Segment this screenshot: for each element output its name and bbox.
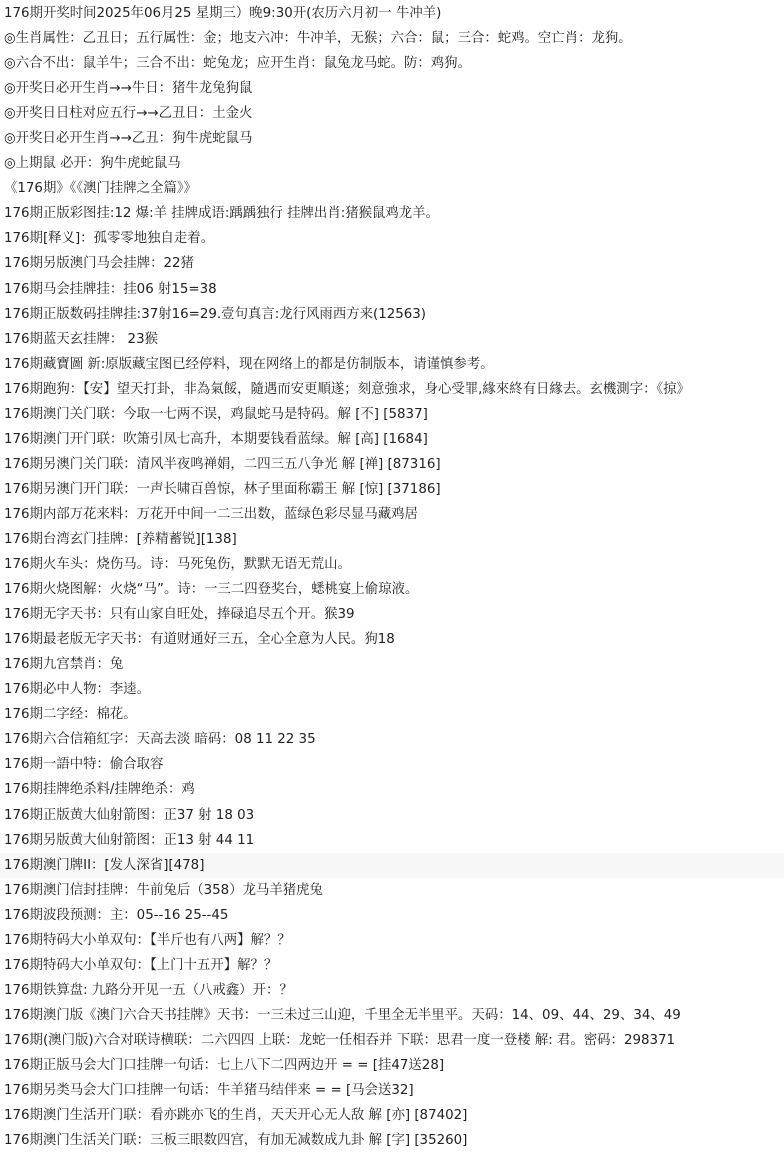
text-line: 176期澳门版《澳门六合天书挂牌》天书：一三未过三山迎，千里全无半里平。天码：14、09、44、29、34、49 [4,1007,681,1023]
text-line: 176期[释义]：孤零零地独自走着。 [4,231,215,247]
text-line: 176期无字天书：只有山家自旺处，捧碌追尽五个开。猴39 [4,607,355,623]
text-line: 176期澳门生活开门联：看亦跳亦飞的生肖，天天开心无人敌 解 [亦] [87402] [4,1108,468,1124]
text-line: 176期(澳门版)六合对联诗横联：二六四四 上联：龙蛇一任相吞并 下联：思君一度一登楼 解: 君。密码：298371 [4,1032,676,1048]
text-line: 176期正版数码挂牌挂:37射16=29.壹句真言:龙行风雨西方来(12563) [4,306,427,322]
text-line: 176期特码大小单双句：【半斤也有八两】解？？ [4,932,291,948]
text-line: 176期另澳门开门联：一声长啸百兽惊，林子里面称霸王 解 [惊] [37186] [4,481,441,497]
draw-time-line: 176期开奖时间2025年06月25 星期三）晚9:30开(农历六月初一 牛冲羊) [4,6,442,21]
text-line: 176期六合信箱紅字：天高去淡 暗码：08 11 22 35 [4,732,316,748]
must-open-zodiac-line: ◎开奖日必开生肖→→牛日：猪牛龙兔狗鼠 [4,81,253,97]
text-line-highlighted: 176期澳门牌II：[发人深省][478] [0,853,784,878]
text-line: 176期必中人物：李逵。 [4,682,151,698]
text-line: 176期另澳门关门联：清风半夜鸣禅娟，二四三五八争光 解 [禅] [87316] [4,456,441,472]
text-line: 176期澳门生活关门联：三板三眼数四宫，有加无减数成九卦 解 [字] [35260] [4,1133,468,1149]
text-line: 176期藏寶圖 新:原版藏宝图已经停料，现在网络上的都是仿制版本，请谨慎参考。 [4,356,494,372]
last-period-line: ◎上期鼠 必开：狗牛虎蛇鼠马 [4,156,181,172]
text-line: 176期九宫禁肖：兔 [4,657,124,673]
text-line: 176期另类马会大门口挂牌一句话：牛羊猪马结伴来 = = [马会送32] [4,1083,414,1099]
text-line: 176期二字经：棉花。 [4,707,137,723]
text-line: 176期一語中特：偷合取容 [4,757,164,773]
liuhe-not-out-line: ◎六合不出：鼠羊牛；三合不出：蛇兔龙；应开生肖：鼠兔龙马蛇。防：鸡狗。 [4,56,471,72]
text-line: 176期挂牌绝杀料/挂牌绝杀：鸡 [4,782,195,798]
text-line: 176期铁算盘: 九路分开见一五（八戒鑫）开：？ [4,982,293,998]
text-line: 176期正版马会大门口挂牌一句话：七上八下二四两边开 = = [挂47送28] [4,1057,445,1073]
text-line: 176期正版彩图挂:12 爆:羊 挂牌成语:踽踽独行 挂牌出肖:猪猴鼠鸡龙羊。 [4,206,439,222]
text-line: 176期另版黄大仙射箭图：正13 射 44 11 [4,832,255,848]
text-line: 176期火车头：烧伤马。诗：马死兔伤，默默无语无荒山。 [4,557,351,573]
text-line: 176期内部万花来料：万花开中间一二三出数，蓝绿色彩尽显马藏鸡居 [4,506,418,522]
section-heading: 《176期》《《澳门挂牌之全篇》》 [4,181,197,197]
text-line: 176期最老版无字天书：有道财通好三五，全心全意为人民。狗18 [4,632,395,648]
text-line: 176期火烧图解：火烧“马”。诗：一三二四登奖台，蟋桃宴上偷琼液。 [4,582,419,598]
text-line: 176期波段预测：主：05--16 25--45 [4,907,229,923]
text-line: 176期澳门开门联：吹箫引凤七高升，本期要钱看蓝绿。解 [高] [1684] [4,431,428,447]
text-line: 176期澳门信封挂牌：牛前兔后（358）龙马羊猪虎兔 [4,882,323,898]
text-line: 176期台湾玄门挂牌：[养精蓄锐][138] [4,531,237,547]
text-line: 176期正版黄大仙射箭图：正37 射 18 03 [4,807,255,823]
text-line: 176期蓝天玄挂牌： 23猴 [4,331,158,347]
text-line: 176期澳门关门联：今取一七两不误，鸡鼠蛇马是特码。解 [不] [5837] [4,406,428,422]
text-line: 176期特码大小单双句：【上门十五开】解？？ [4,957,278,973]
must-open-yichou-line: ◎开奖日必开生肖→→乙丑：狗牛虎蛇鼠马 [4,131,253,147]
text-line: 176期跑狗：【安】望天打卦，非為氣餒，隨遇而安更順遂；刻意強求，身心受罪,緣來終有日緣去。玄機測字：《掠》 [4,381,690,397]
text-line: 176期另版澳门马会挂牌：22猪 [4,256,194,272]
day-pillar-element-line: ◎开奖日日柱对应五行→→乙丑日：土金火 [4,106,253,122]
zodiac-attribute-line: ◎生肖属性：乙丑日；五行属性：金；地支六冲：牛冲羊，无猴；六合：鼠；三合：蛇鸡。空亡肖：龙狗。 [4,31,632,47]
text-line: 176期马会挂牌挂：挂06 射15=38 [4,281,217,297]
